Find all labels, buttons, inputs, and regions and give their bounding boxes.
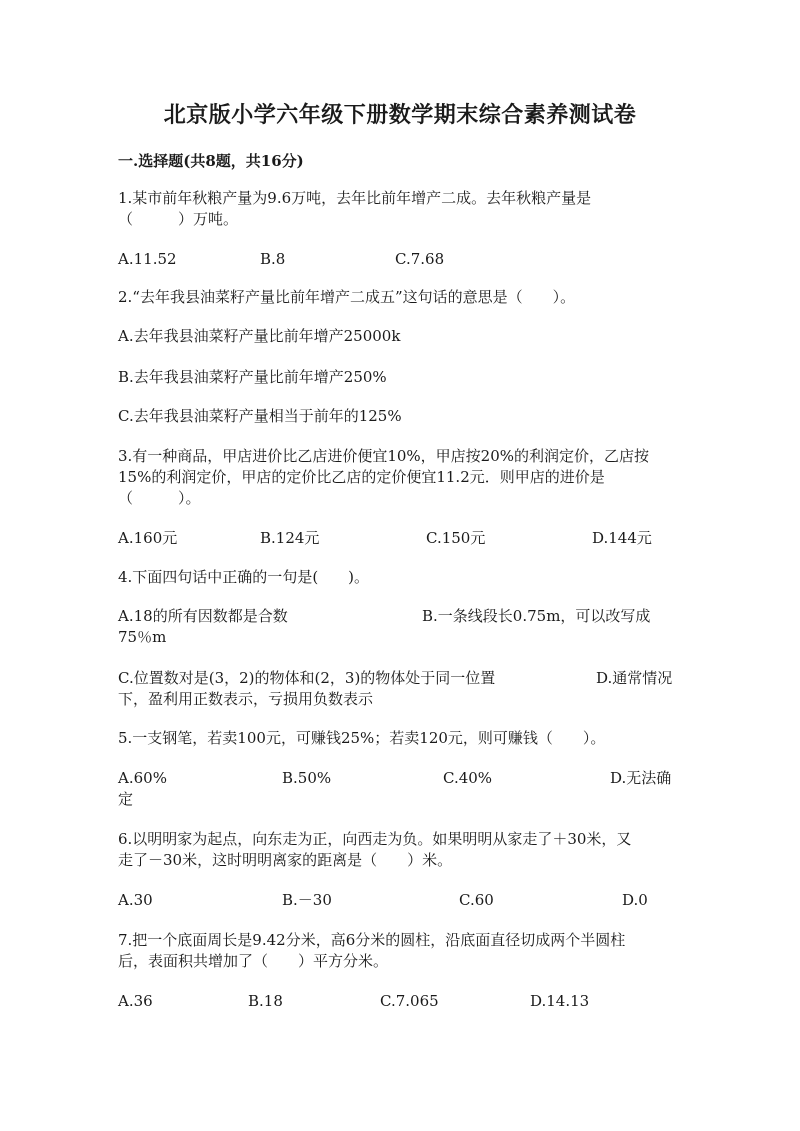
question-7-option-b: B.18 — [248, 992, 283, 1010]
question-6-option-a: A.30 — [118, 891, 153, 909]
question-3-stem-line2: 15%的利润定价，甲店的定价比乙店的定价便宜11.2元．则甲店的进价是 — [118, 468, 605, 486]
question-3-stem-line3: （ ）。 — [118, 489, 201, 507]
question-1-option-c: C.7.68 — [395, 250, 445, 268]
question-2-option-a: A.去年我县油菜籽产量比前年增产25000k — [118, 327, 401, 345]
question-5-option-b: B.50% — [282, 769, 332, 787]
question-6-option-d: D.0 — [622, 891, 648, 909]
page-title: 北京版小学六年级下册数学期末综合素养测试卷 — [163, 102, 637, 128]
question-7-stem-line2: 后，表面积共增加了（ ）平方分米。 — [118, 952, 389, 970]
question-4-option-d-line1: D.通常情况 — [596, 669, 673, 687]
question-7-option-c: C.7.065 — [380, 992, 439, 1010]
question-7-stem-line1: 7.把一个底面周长是9.42分米，高6分米的圆柱，沿底面直径切成两个半圆柱 — [118, 931, 626, 949]
question-1-option-b: B.8 — [260, 250, 286, 268]
question-5-option-c: C.40% — [443, 769, 493, 787]
question-1-stem-line2: （ ）万吨。 — [118, 210, 239, 228]
question-2-option-b: B.去年我县油菜籽产量比前年增产250% — [118, 368, 387, 386]
question-4-option-b-line2: 75％m — [118, 628, 167, 646]
question-4-stem: 4.下面四句话中正确的一句是( )。 — [118, 568, 370, 586]
question-5-option-a: A.60% — [118, 769, 167, 787]
question-5-option-d-line2: 定 — [118, 790, 134, 808]
question-4-option-d-line2: 下，盈利用正数表示，亏损用负数表示 — [118, 690, 374, 708]
question-1-option-a: A.11.52 — [118, 250, 177, 268]
question-3-stem-line1: 3.有一种商品，甲店进价比乙店进价便宜10%，甲店按20%的利润定价，乙店按 — [118, 447, 649, 465]
question-3-option-d: D.144元 — [592, 529, 652, 547]
question-3-option-a: A.160元 — [118, 529, 178, 547]
question-2-stem: 2.“去年我县油菜籽产量比前年增产二成五”这句话的意思是（ ）。 — [118, 288, 576, 306]
question-6-option-b: B.－30 — [282, 891, 332, 909]
question-5-stem: 5.一支钢笔，若卖100元，可赚钱25%；若卖120元，则可赚钱（ ）。 — [118, 729, 606, 747]
question-4-option-b-line1: B.一条线段长0.75m，可以改写成 — [422, 607, 651, 625]
question-3-option-c: C.150元 — [426, 529, 486, 547]
question-7-option-d: D.14.13 — [530, 992, 590, 1010]
section-heading: 一.选择题(共8题，共16分) — [118, 152, 304, 170]
question-6-stem-line1: 6.以明明家为起点，向东走为正，向西走为负。如果明明从家走了＋30米，又 — [118, 830, 632, 848]
question-3-option-b: B.124元 — [260, 529, 320, 547]
question-7-option-a: A.36 — [118, 992, 153, 1010]
question-6-option-c: C.60 — [459, 891, 494, 909]
question-2-option-c: C.去年我县油菜籽产量相当于前年的125% — [118, 407, 402, 425]
question-4-option-c: C.位置数对是(3，2)的物体和(2，3)的物体处于同一位置 — [118, 669, 496, 687]
question-6-stem-line2: 走了－30米，这时明明离家的距离是（ ）米。 — [118, 851, 453, 869]
question-4-option-a: A.18的所有因数都是合数 — [118, 607, 288, 625]
question-5-option-d-line1: D.无法确 — [610, 769, 672, 787]
question-1-stem-line1: 1.某市前年秋粮产量为9.6万吨，去年比前年增产二成。去年秋粮产量是 — [118, 189, 592, 207]
